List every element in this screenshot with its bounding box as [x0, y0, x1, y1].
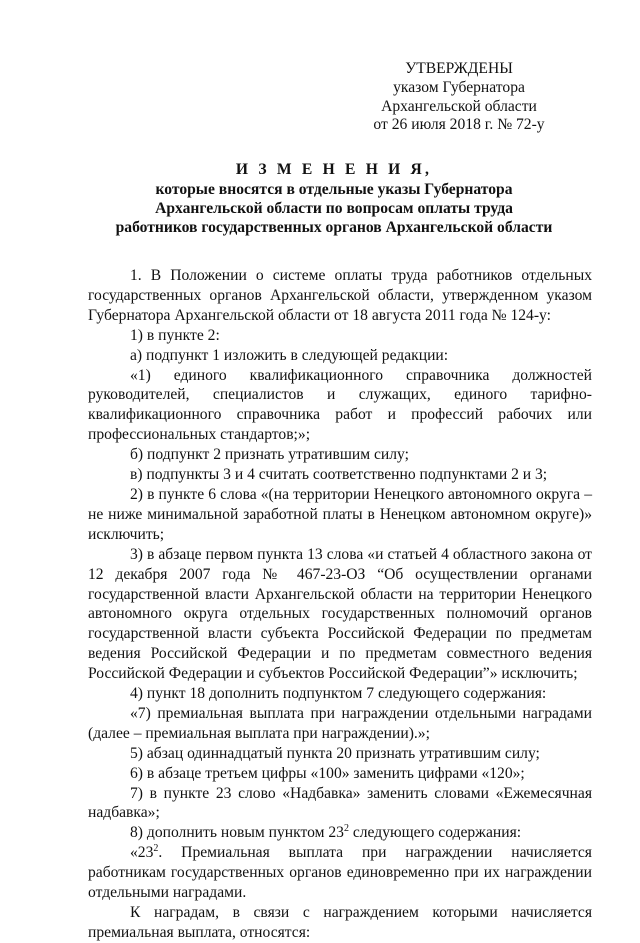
title-line-3: работников государственных органов Архангельской области [115, 219, 553, 236]
paragraph-5: б) подпункт 2 признать утратившим силу; [130, 446, 409, 464]
approval-line-region: Архангельской области [381, 97, 537, 115]
paragraph-2: 1) в пункте 2: [130, 326, 220, 344]
approval-line-date: от 26 июля 2018 г. № 72-у [373, 116, 545, 134]
title-line-1: которые вносятся в отдельные указы Губернатора [155, 181, 513, 198]
paragraph-8: 3) в абзаце первом пункта 13 слова «и статьей 4 областного закона от 12 декабря 2007 года № 467-23-ОЗ “Об осуществлении органами государственной власти Архангельской области на территории Ненецкого автономного округа отдельных государственных полномочий органов государственной власти субъекта Российской Федерации по предметам ведения Российской Федерации и по предметам совместного ведения Российской Федерации и субъектов Российской Федерации”» исключить; [88, 545, 592, 683]
paragraph-7: 2) в пункте 6 слова «(на территории Ненецкого автономного округа – не ниже минимальной заработной платы в Ненецком автономном округе)» исключить; [88, 485, 592, 543]
document-title [80, 160, 588, 237]
paragraph-15-superscript: 2 [153, 843, 159, 855]
paragraph-15-text-end: . Премиальная выплата при награждении начисляется работникам государственных органов единовременно при их награждении отдельными наградами. [88, 844, 592, 902]
paragraph-14 [88, 823, 592, 843]
paragraph-15 [88, 843, 592, 903]
paragraph-13: 7) в пункте 23 слово «Надбавка» заменить словами «Ежемесячная надбавка»; [88, 784, 592, 822]
document-body [88, 266, 592, 943]
paragraph-14-text: 8) дополнить новым пунктом 23 [130, 824, 344, 842]
paragraph-15-text: «23 [130, 844, 154, 862]
approval-line-approved: УТВЕРЖДЕНЫ [405, 60, 513, 77]
paragraph-16: К наградам, в связи с награждением которыми начисляется премиальная выплата, относятся: [88, 904, 592, 941]
paragraph-6: в) подпункты 3 и 4 считать соответственно подпунктами 2 и 3; [130, 466, 548, 484]
approval-stamp [330, 60, 588, 135]
paragraph-4: «1) единого квалификационного справочника должностей руководителей, специалистов и служащих, единого тарифно-квалификационного справочника работ и профессий рабочих или профессиональных стандартов;»; [88, 366, 592, 444]
paragraph-1: 1. В Положении о системе оплаты труда работников отдельных государственных органов Архангельской области, утвержденном указом Губернатора Архангельской области от 18 августа 2011 года № 124-у: [88, 267, 592, 324]
paragraph-9: 4) пункт 18 дополнить подпунктом 7 следующего содержания: [130, 685, 547, 703]
title-heading: И З М Е Н Е Н И Я, [235, 161, 433, 178]
paragraph-12: 6) в абзаце третьем цифры «100» заменить цифрами «120»; [130, 764, 525, 782]
paragraph-10: «7) премиальная выплата при награждении отдельными наградами (далее – премиальная выплата при награждении).»; [88, 704, 592, 742]
paragraph-3: а) подпункт 1 изложить в следующей редакции: [130, 346, 449, 364]
paragraph-14-superscript: 2 [343, 823, 349, 835]
title-line-2: Архангельской области по вопросам оплаты труда [155, 200, 513, 217]
paragraph-14-text-end: следующего содержания: [348, 824, 522, 842]
paragraph-11: 5) абзац одиннадцатый пункта 20 признать утратившим силу; [130, 744, 540, 762]
approval-line-decree: указом Губернатора [393, 78, 525, 96]
